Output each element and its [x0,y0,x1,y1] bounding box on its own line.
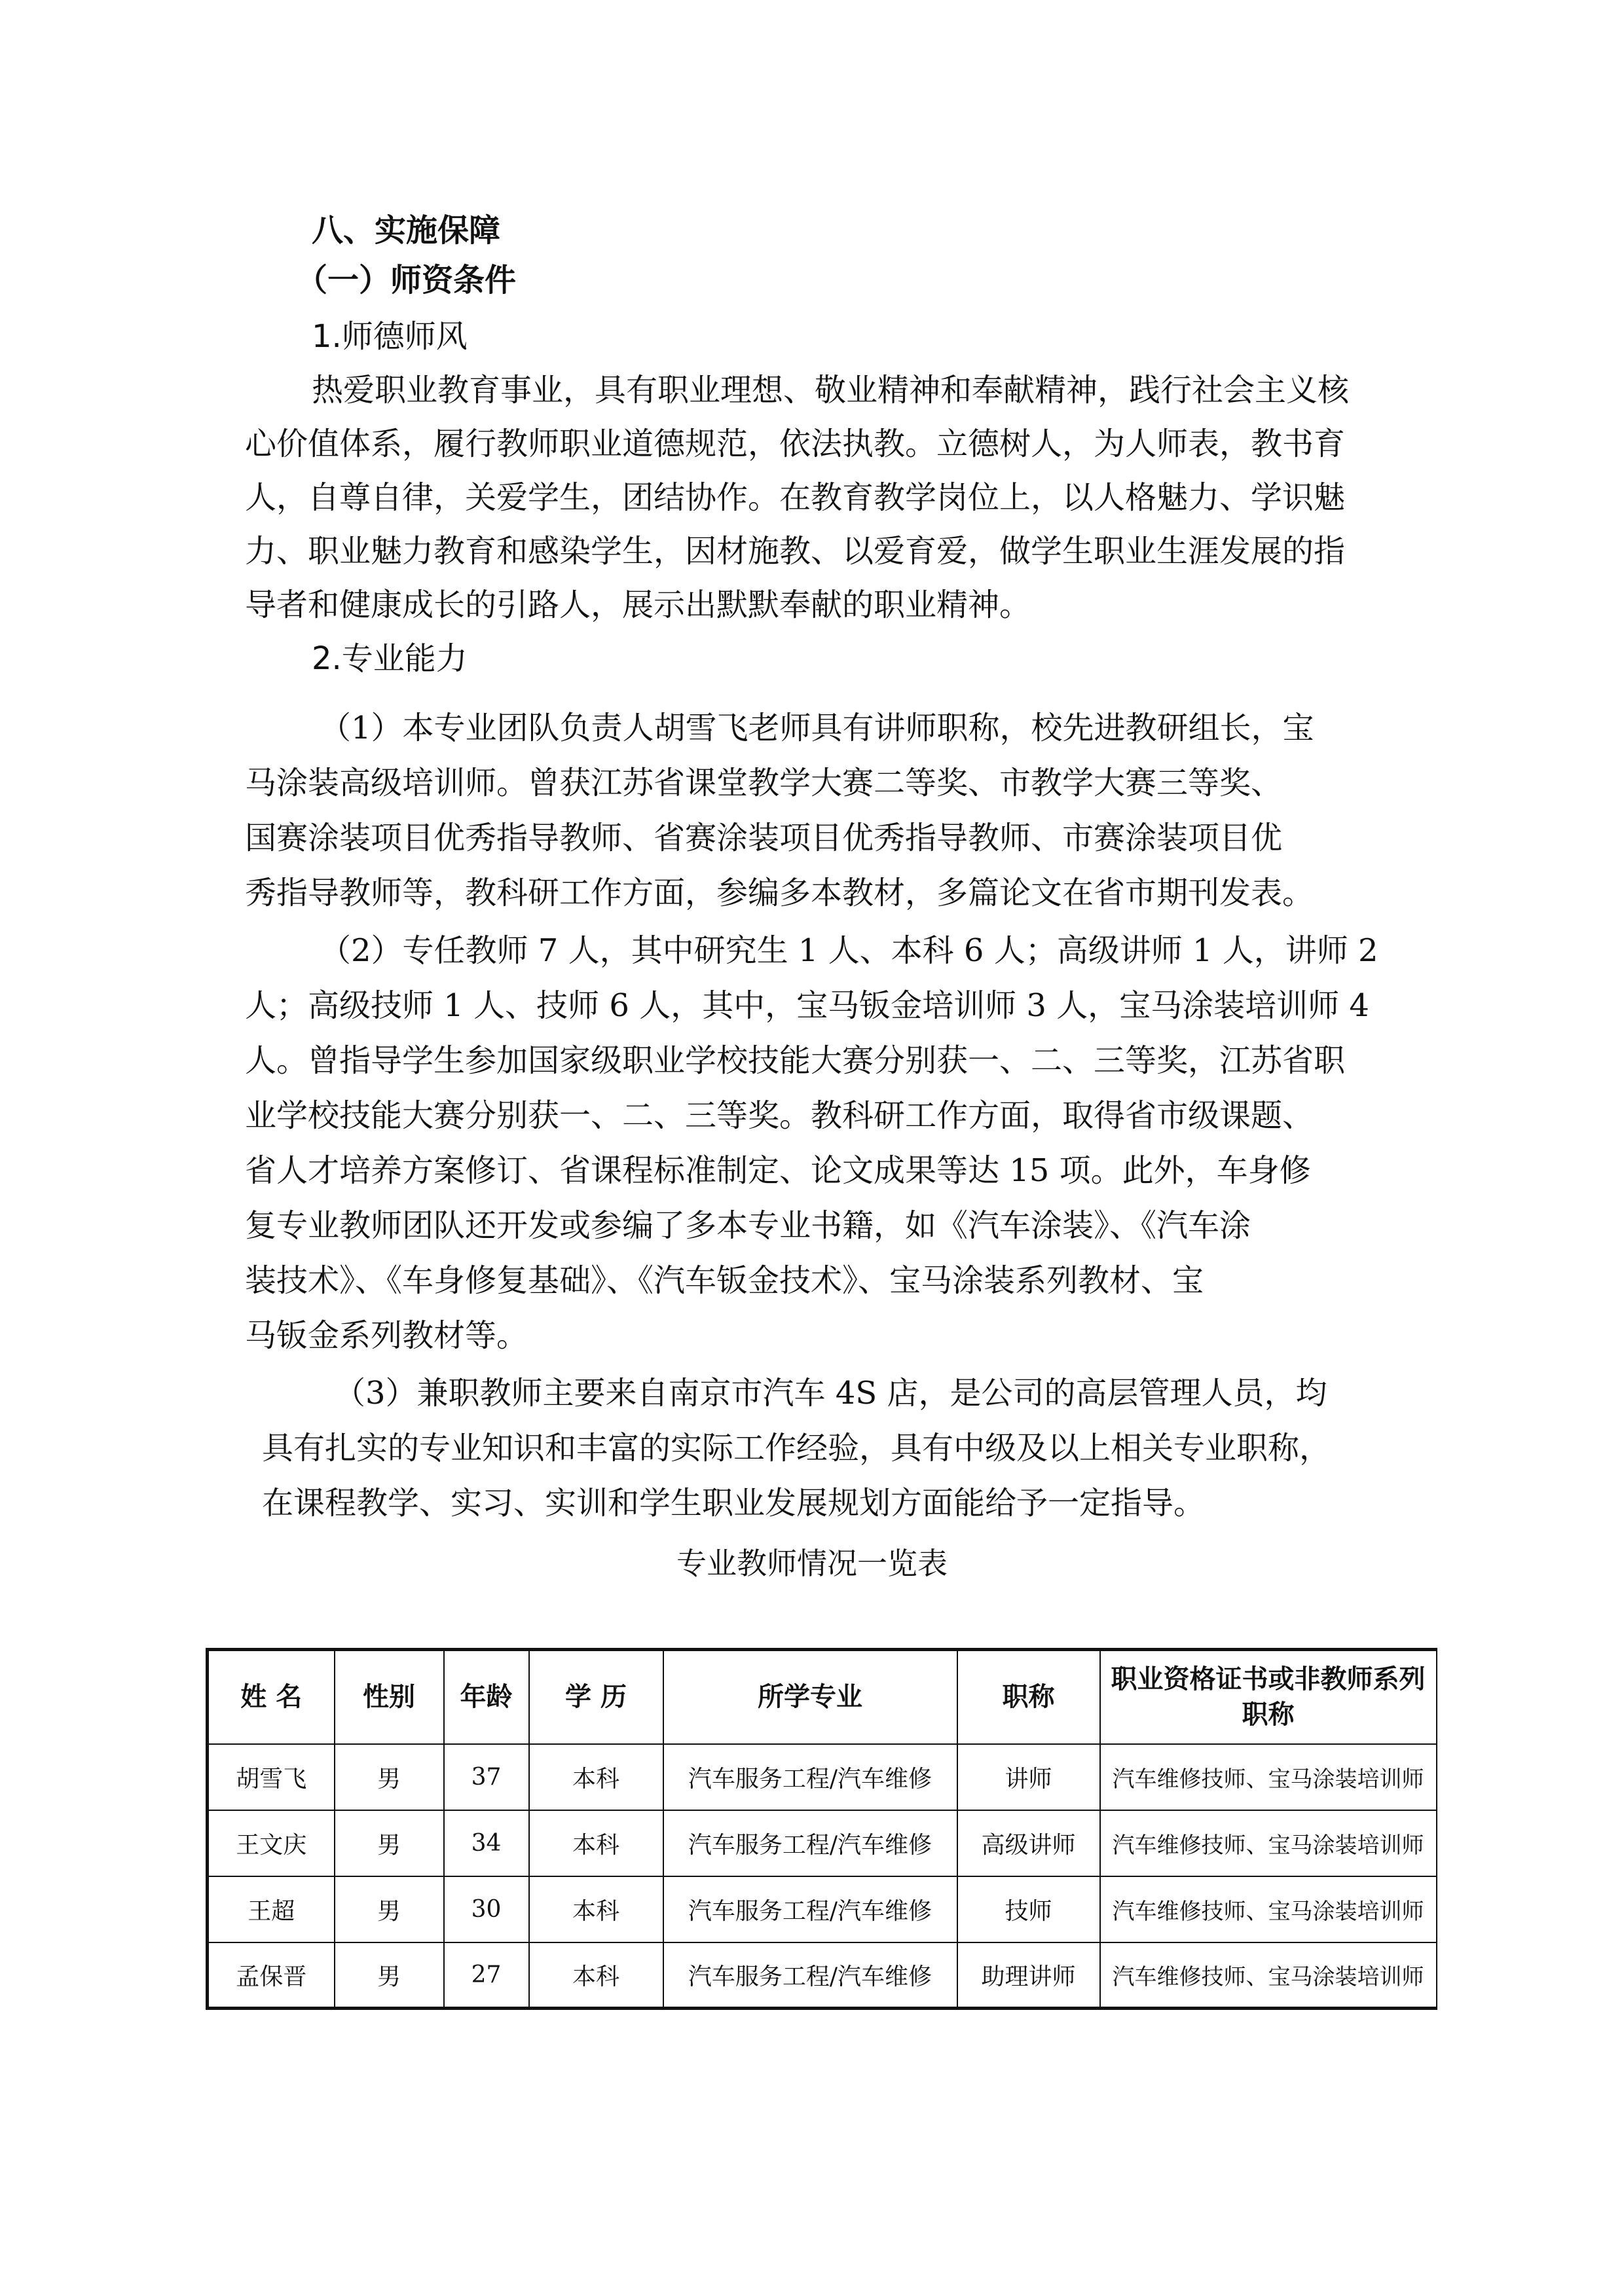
paragraph-line: 省人才培养方案修订、省课程标准制定、论文成果等达 15 项。此外，车身修 [245,1152,1311,1189]
paragraph-line: （2）专任教师 7 人，其中研究生 1 人、本科 6 人；高级讲师 1 人，讲师 2 [320,932,1378,969]
paragraph-line: 具有扎实的专业知识和丰富的实际工作经验，具有中级及以上相关专业职称， [262,1430,1331,1467]
table-cell: 汽车维修技师、宝马涂装培训师 [1100,1942,1437,2009]
paragraph-line: 热爱职业教育事业，具有职业理想、敬业精神和奉献精神，践行社会主义核 [312,372,1350,409]
paragraph-line: 马钣金系列教材等。 [245,1317,528,1354]
column-header: 职称 [957,1650,1100,1744]
paragraph-line: 力、职业魅力教育和感染学生，因材施教、以爱育爱，做学生职业生涯发展的指 [245,533,1346,570]
table-cell: 男 [335,1810,444,1876]
table-cell: 技师 [957,1876,1100,1942]
table-cell: 男 [335,1942,444,2009]
paragraph-line: 人。曾指导学生参加国家级职业学校技能大赛分别获一、二、三等奖，江苏省职 [245,1042,1346,1079]
paragraph-line: 人；高级技师 1 人、技师 6 人，其中，宝马钣金培训师 3 人，宝马涂装培训师 4 [245,987,1369,1024]
table-cell: 本科 [529,1810,663,1876]
paragraph-line: 复专业教师团队还开发或参编了多本专业书籍，如《汽车涂装》、《汽车涂 [245,1207,1251,1244]
table-cell: 胡雪飞 [208,1744,335,1810]
column-header: 姓 名 [208,1650,335,1744]
paragraph-line: 心价值体系，履行教师职业道德规范，依法执教。立德树人，为人师表，教书育 [245,426,1346,462]
table-cell: 30 [444,1876,529,1942]
column-header: 所学专业 [663,1650,957,1744]
paragraph-line: 人，自尊自律，关爱学生，团结协作。在教育教学岗位上，以人格魅力、学识魅 [245,479,1346,516]
table-cell: 男 [335,1744,444,1810]
table-cell: 高级讲师 [957,1810,1100,1876]
table-row [208,1876,1437,1942]
subsection-heading: （一）师资条件 [296,262,517,299]
table-cell: 汽车维修技师、宝马涂装培训师 [1100,1744,1437,1810]
table-row [208,1942,1437,2009]
table-cell: 讲师 [957,1744,1100,1810]
table-row [208,1810,1437,1876]
table-cell: 汽车维修技师、宝马涂装培训师 [1100,1810,1437,1876]
table-cell: 本科 [529,1876,663,1942]
staff-table [206,1648,1437,2010]
table-cell: 37 [444,1744,529,1810]
table-cell: 汽车服务工程/汽车维修 [663,1942,957,2009]
paragraph-line: 装技术》、《车身修复基础》、《汽车钣金技术》、宝马涂装系列教材、宝 [245,1262,1204,1299]
column-header: 职业资格证书或非教师系列职称 [1100,1650,1437,1744]
table-cell: 汽车服务工程/汽车维修 [663,1876,957,1942]
table-cell: 本科 [529,1744,663,1810]
table-caption: 专业教师情况一览表 [676,1546,948,1581]
paragraph-line: 业学校技能大赛分别获一、二、三等奖。教科研工作方面，取得省市级课题、 [245,1097,1314,1134]
table-cell: 本科 [529,1942,663,2009]
table-cell: 汽车服务工程/汽车维修 [663,1744,957,1810]
table-cell: 汽车维修技师、宝马涂装培训师 [1100,1876,1437,1942]
item-title-ability: 2.专业能力 [312,640,468,677]
paragraph-line: 在课程教学、实习、实训和学生职业发展规划方面能给予一定指导。 [262,1485,1206,1522]
column-header: 性别 [335,1650,444,1744]
table-cell: 王超 [208,1876,335,1942]
table-cell: 27 [444,1942,529,2009]
table-cell: 汽车服务工程/汽车维修 [663,1810,957,1876]
paragraph-line: 国赛涂装项目优秀指导教师、省赛涂装项目优秀指导教师、市赛涂装项目优 [245,820,1283,856]
table-cell: 34 [444,1810,529,1876]
item-title-ethics: 1.师德师风 [312,318,468,355]
column-header: 学 历 [529,1650,663,1744]
paragraph-line: 秀指导教师等，教科研工作方面，参编多本教材，多篇论文在省市期刊发表。 [245,875,1314,911]
table-cell: 孟保晋 [208,1942,335,2009]
table-header-row [208,1650,1437,1744]
paragraph-line: （1）本专业团队负责人胡雪飞老师具有讲师职称，校先进教研组长，宝 [320,710,1314,746]
paragraph-line: 导者和健康成长的引路人，展示出默默奉献的职业精神。 [245,587,1031,623]
section-heading: 八、实施保障 [312,212,501,249]
column-header: 年龄 [444,1650,529,1744]
table-cell: 王文庆 [208,1810,335,1876]
table-row [208,1744,1437,1810]
paragraph-line: （3）兼职教师主要来自南京市汽车 4S 店，是公司的高层管理人员，均 [334,1375,1327,1412]
paragraph-line: 马涂装高级培训师。曾获江苏省课堂教学大赛二等奖、市教学大赛三等奖、 [245,765,1283,801]
table-cell: 男 [335,1876,444,1942]
table-cell: 助理讲师 [957,1942,1100,2009]
